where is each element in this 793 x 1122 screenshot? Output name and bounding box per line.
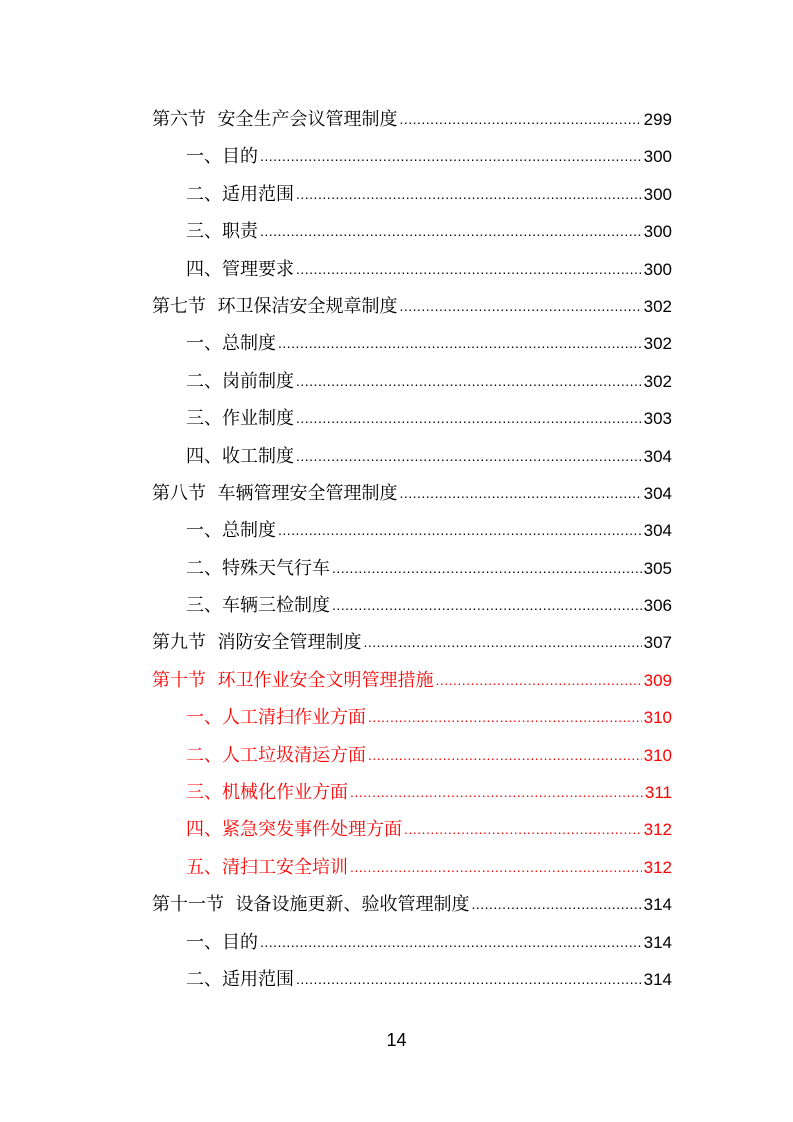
- toc-entry-number: 四、: [186, 819, 222, 841]
- toc-entry-text: 车辆管理安全管理制度: [217, 482, 398, 504]
- toc-item-entry[interactable]: [152, 251, 672, 288]
- toc-entry-number: 三、: [186, 595, 222, 617]
- toc-entry-title: [152, 101, 397, 138]
- toc-section-entry[interactable]: [152, 288, 672, 325]
- toc-dot-leader: [260, 149, 642, 163]
- toc-section-entry[interactable]: [152, 101, 672, 138]
- toc-entry-number: 一、: [186, 146, 222, 168]
- toc-item-entry[interactable]: [152, 138, 672, 175]
- toc-page-number: 311: [644, 783, 672, 803]
- toc-entry-title: [186, 811, 402, 848]
- toc-page-number: 307: [643, 633, 672, 653]
- toc-entry-title: [186, 438, 294, 475]
- toc-entry-number: 第七节: [152, 295, 206, 317]
- toc-page-number: 309: [643, 670, 672, 690]
- toc-entry-text: 环卫作业安全文明管理措施: [217, 669, 434, 691]
- toc-page-number: 304: [643, 483, 672, 503]
- toc-entry-text: 适用范围: [222, 183, 294, 205]
- toc-dot-leader: [368, 710, 642, 724]
- toc-entry-title: [152, 624, 361, 661]
- toc-page-number: 302: [643, 296, 672, 316]
- toc-page-number: 310: [643, 745, 672, 765]
- toc-entry-title: [186, 176, 294, 213]
- toc-entry-text: 消防安全管理制度: [217, 632, 362, 654]
- toc-entry-title: [186, 961, 294, 998]
- toc-dot-leader: [471, 897, 641, 911]
- toc-entry-number: 四、: [186, 445, 222, 467]
- toc-dot-leader: [260, 224, 642, 238]
- toc-entry-text: 安全生产会议管理制度: [217, 109, 398, 130]
- toc-page-number: 300: [643, 259, 672, 279]
- toc-dot-leader: [296, 449, 642, 463]
- toc-page-number: 300: [643, 184, 672, 204]
- toc-entry-title: [186, 737, 366, 774]
- toc-entry-number: 第六节: [152, 109, 206, 130]
- toc-item-entry[interactable]: [152, 924, 672, 961]
- toc-item-entry[interactable]: [152, 849, 672, 886]
- toc-page-number: 299: [643, 110, 672, 129]
- toc-dot-leader: [404, 822, 642, 836]
- toc-entry-text: 总制度: [222, 520, 276, 542]
- toc-entry-text: 适用范围: [222, 968, 294, 990]
- toc-item-entry[interactable]: [152, 811, 672, 848]
- toc-entry-number: 二、: [186, 557, 222, 579]
- toc-dot-leader: [296, 187, 642, 201]
- toc-entry-title: [186, 251, 294, 288]
- toc-entry-text: 职责: [222, 221, 258, 243]
- toc-entry-title: [186, 550, 330, 587]
- toc-section-entry[interactable]: [152, 886, 672, 923]
- toc-dot-leader: [296, 411, 642, 425]
- toc-entry-number: 第十节: [152, 669, 206, 691]
- toc-entry-text: 紧急突发事件处理方面: [222, 819, 402, 841]
- toc-dot-leader: [332, 561, 642, 575]
- toc-entry-title: [186, 512, 276, 549]
- toc-section-entry[interactable]: [152, 475, 672, 512]
- toc-entry-text: 收工制度: [222, 445, 294, 467]
- table-of-contents: [152, 101, 672, 998]
- toc-entry-text: 设备设施更新、验收管理制度: [235, 894, 470, 916]
- toc-page-number: 305: [643, 558, 672, 578]
- toc-entry-text: 特殊天气行车: [222, 557, 330, 579]
- toc-entry-title: [152, 886, 469, 923]
- toc-entry-title: [186, 325, 276, 362]
- toc-dot-leader: [368, 748, 642, 762]
- toc-dot-leader: [260, 935, 642, 949]
- toc-dot-leader: [350, 785, 643, 799]
- toc-entry-number: 四、: [186, 258, 222, 280]
- toc-item-entry[interactable]: [152, 737, 672, 774]
- toc-section-entry[interactable]: [152, 662, 672, 699]
- toc-entry-text: 机械化作业方面: [222, 782, 348, 804]
- toc-entry-text: 作业制度: [222, 408, 294, 430]
- toc-dot-leader: [350, 860, 642, 874]
- toc-entry-title: [186, 924, 258, 961]
- toc-entry-text: 管理要求: [222, 258, 294, 280]
- toc-entry-text: 人工垃圾清运方面: [222, 744, 366, 766]
- toc-entry-text: 环卫保洁安全规章制度: [217, 295, 398, 317]
- toc-entry-text: 岗前制度: [222, 370, 294, 392]
- toc-item-entry[interactable]: [152, 587, 672, 624]
- toc-entry-title: [186, 213, 258, 250]
- toc-dot-leader: [296, 972, 642, 986]
- toc-entry-number: 二、: [186, 370, 222, 392]
- toc-entry-text: 目的: [222, 931, 258, 953]
- toc-entry-title: [186, 699, 366, 736]
- toc-entry-number: 二、: [186, 183, 222, 205]
- toc-item-entry[interactable]: [152, 512, 672, 549]
- toc-entry-number: 一、: [186, 520, 222, 542]
- toc-dot-leader: [399, 299, 641, 313]
- toc-entry-title: [186, 774, 348, 811]
- toc-entry-text: 人工清扫作业方面: [222, 707, 366, 729]
- toc-entry-text: 车辆三检制度: [222, 595, 330, 617]
- toc-item-entry[interactable]: [152, 325, 672, 362]
- toc-entry-number: 一、: [186, 707, 222, 729]
- toc-item-entry[interactable]: [152, 363, 672, 400]
- toc-page-number: 306: [643, 596, 672, 616]
- toc-entry-title: [152, 475, 397, 512]
- toc-entry-text: 目的: [222, 146, 258, 168]
- toc-entry-title: [186, 400, 294, 437]
- toc-entry-number: 三、: [186, 221, 222, 243]
- toc-item-entry[interactable]: [152, 774, 672, 811]
- toc-entry-title: [186, 138, 258, 175]
- toc-entry-number: 一、: [186, 931, 222, 953]
- toc-dot-leader: [296, 262, 642, 276]
- toc-page-number: 314: [643, 895, 672, 915]
- toc-item-entry[interactable]: [152, 961, 672, 998]
- toc-section-entry[interactable]: [152, 624, 672, 661]
- toc-page-number: 303: [643, 409, 672, 429]
- toc-dot-leader: [399, 486, 641, 500]
- toc-page-number: 312: [643, 820, 672, 840]
- toc-entry-title: [152, 662, 433, 699]
- toc-entry-number: 二、: [186, 968, 222, 990]
- toc-entry-title: [186, 849, 348, 886]
- toc-item-entry[interactable]: [152, 400, 672, 437]
- toc-entry-number: 五、: [186, 856, 222, 878]
- toc-page-number: 314: [643, 969, 672, 989]
- toc-item-entry[interactable]: [152, 699, 672, 736]
- toc-item-entry[interactable]: [152, 438, 672, 475]
- toc-page-number: 310: [643, 708, 672, 728]
- toc-dot-leader: [332, 598, 642, 612]
- toc-entry-text: 总制度: [222, 333, 276, 355]
- toc-dot-leader: [278, 523, 642, 537]
- toc-page-number: 304: [643, 446, 672, 466]
- toc-entry-text: 清扫工安全培训: [222, 856, 348, 878]
- toc-entry-number: 第八节: [152, 482, 206, 504]
- toc-dot-leader: [363, 635, 641, 649]
- toc-item-entry[interactable]: [152, 213, 672, 250]
- toc-item-entry[interactable]: [152, 550, 672, 587]
- toc-item-entry[interactable]: [152, 176, 672, 213]
- toc-page-number: 314: [643, 932, 672, 952]
- toc-page-number: 304: [643, 521, 672, 541]
- toc-entry-number: 三、: [186, 408, 222, 430]
- toc-dot-leader: [278, 336, 642, 350]
- toc-page-number: 312: [643, 857, 672, 877]
- toc-entry-number: 第十一节: [152, 894, 224, 916]
- toc-entry-number: 三、: [186, 782, 222, 804]
- toc-dot-leader: [435, 673, 641, 687]
- toc-entry-number: 第九节: [152, 632, 206, 654]
- toc-page-number: 302: [643, 371, 672, 391]
- toc-entry-number: 一、: [186, 333, 222, 355]
- toc-dot-leader: [296, 374, 642, 388]
- toc-page-number: 300: [643, 222, 672, 242]
- toc-entry-title: [186, 587, 330, 624]
- toc-entry-number: 二、: [186, 744, 222, 766]
- page-number: 14: [386, 1030, 407, 1050]
- toc-page-number: 302: [643, 334, 672, 354]
- toc-entry-title: [186, 363, 294, 400]
- toc-entry-title: [152, 288, 397, 325]
- toc-dot-leader: [399, 112, 641, 126]
- toc-page-number: 300: [643, 147, 672, 167]
